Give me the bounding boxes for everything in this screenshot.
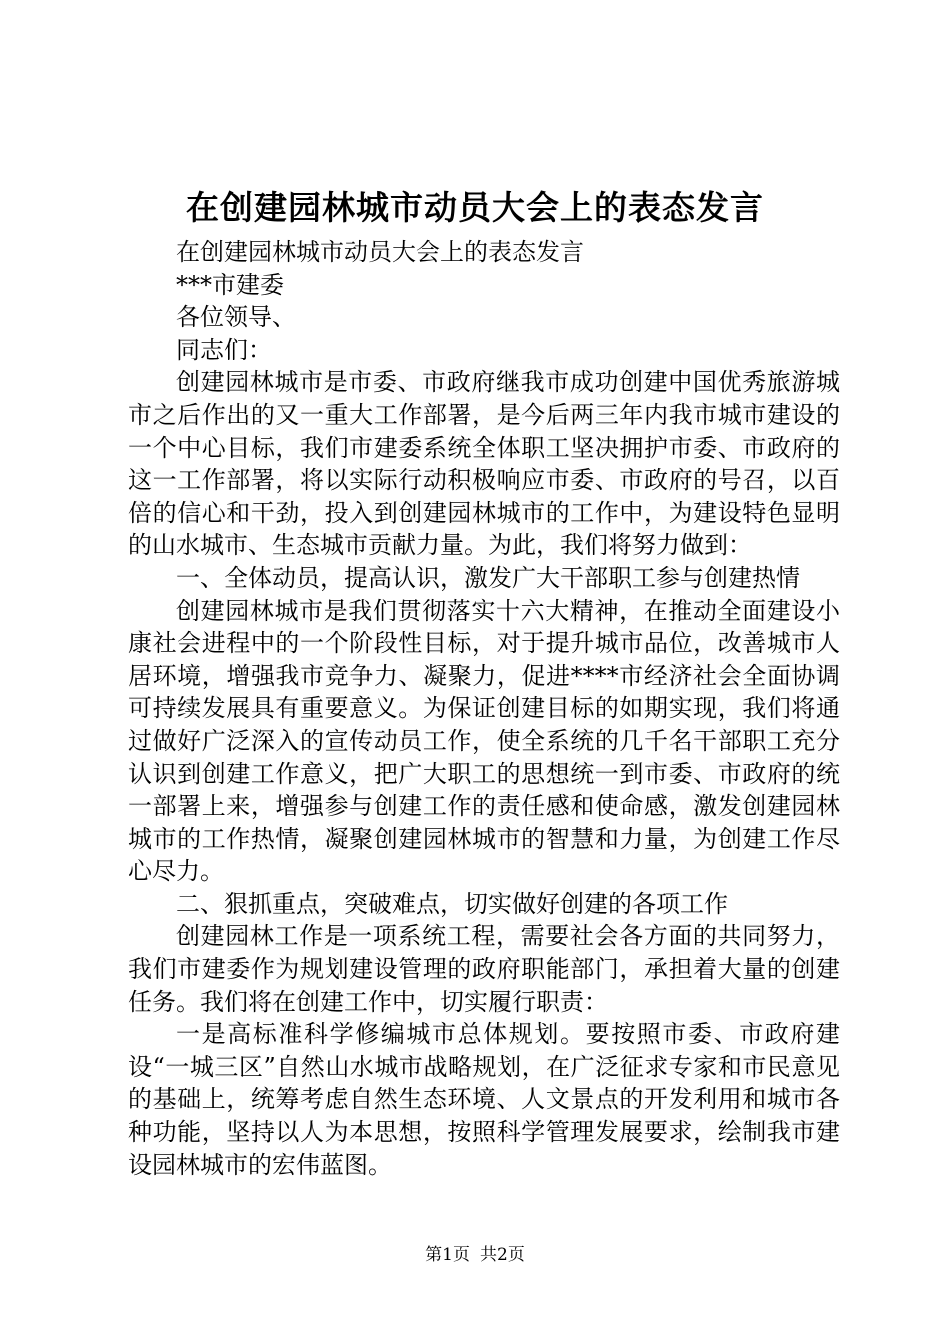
paragraph-salutation-1: 各位领导、 bbox=[176, 303, 296, 332]
paragraph-section-2: 创建园林工作是一项系统工程，需要社会各方面的共同努力，我们市建委作为规划建设管理的政府职能部门，承担着大量的创建任务。我们将在创建工作中，切实履行职责： bbox=[128, 922, 840, 1016]
page-footer bbox=[0, 1243, 950, 1267]
paragraph-salutation-2: 同志们： bbox=[176, 335, 272, 364]
document-title: 在创建园林城市动员大会上的表态发言 bbox=[186, 188, 764, 227]
paragraph-subtitle: 在创建园林城市动员大会上的表态发言 bbox=[176, 238, 584, 266]
page-number-current: 第1页 bbox=[425, 1245, 470, 1265]
heading-section-2: 二、狠抓重点，突破难点，切实做好创建的各项工作 bbox=[176, 889, 728, 918]
paragraph-section-1: 创建园林城市是我们贯彻落实十六大精神，在推动全面建设小康社会进程中的一个阶段性目标，对于提升城市品位，改善城市人居环境，增强我市竞争力、凝聚力，促进****市经济社会全面协调可持续发展具有重要意义。为保证创建目标的如期实现，我们将通过做好广泛深入的宣传动员工作，使全系统的几千名干部职工充分认识到创建工作意义，把广大职工的思想统一到市委、市政府的统一部署上来，增强参与创建工作的责任感和使命感，激发创建园林城市的工作热情，凝聚创建园林城市的智慧和力量，为创建工作尽心尽力。 bbox=[128, 596, 840, 886]
paragraph-item-1: 一是高标准科学修编城市总体规划。要按照市委、市政府建设“一城三区”自然山水城市战略规划，在广泛征求专家和市民意见的基础上，统筹考虑自然生态环境、人文景点的开发利用和城市各种功能，坚持以人为本思想，按照科学管理发展要求，绘制我市建设园林城市的宏伟蓝图。 bbox=[128, 1020, 840, 1179]
heading-section-1: 一、全体动员，提高认识，激发广大干部职工参与创建热情 bbox=[176, 563, 800, 592]
document-body bbox=[128, 236, 840, 1181]
paragraph-intro: 创建园林城市是市委、市政府继我市成功创建中国优秀旅游城市之后作出的又一重大工作部署，是今后两三年内我市城市建设的一个中心目标，我们市建委系统全体职工坚决拥护市委、市政府的这一工作部署，将以实际行动积极响应市委、市政府的号召，以百倍的信心和干劲，投入到创建园林城市的工作中，为建设特色显明的山水城市、生态城市贡献力量。为此，我们将努力做到： bbox=[128, 368, 840, 560]
paragraph-author: ***市建委 bbox=[176, 270, 284, 299]
page-number-total: 共2页 bbox=[480, 1245, 525, 1265]
